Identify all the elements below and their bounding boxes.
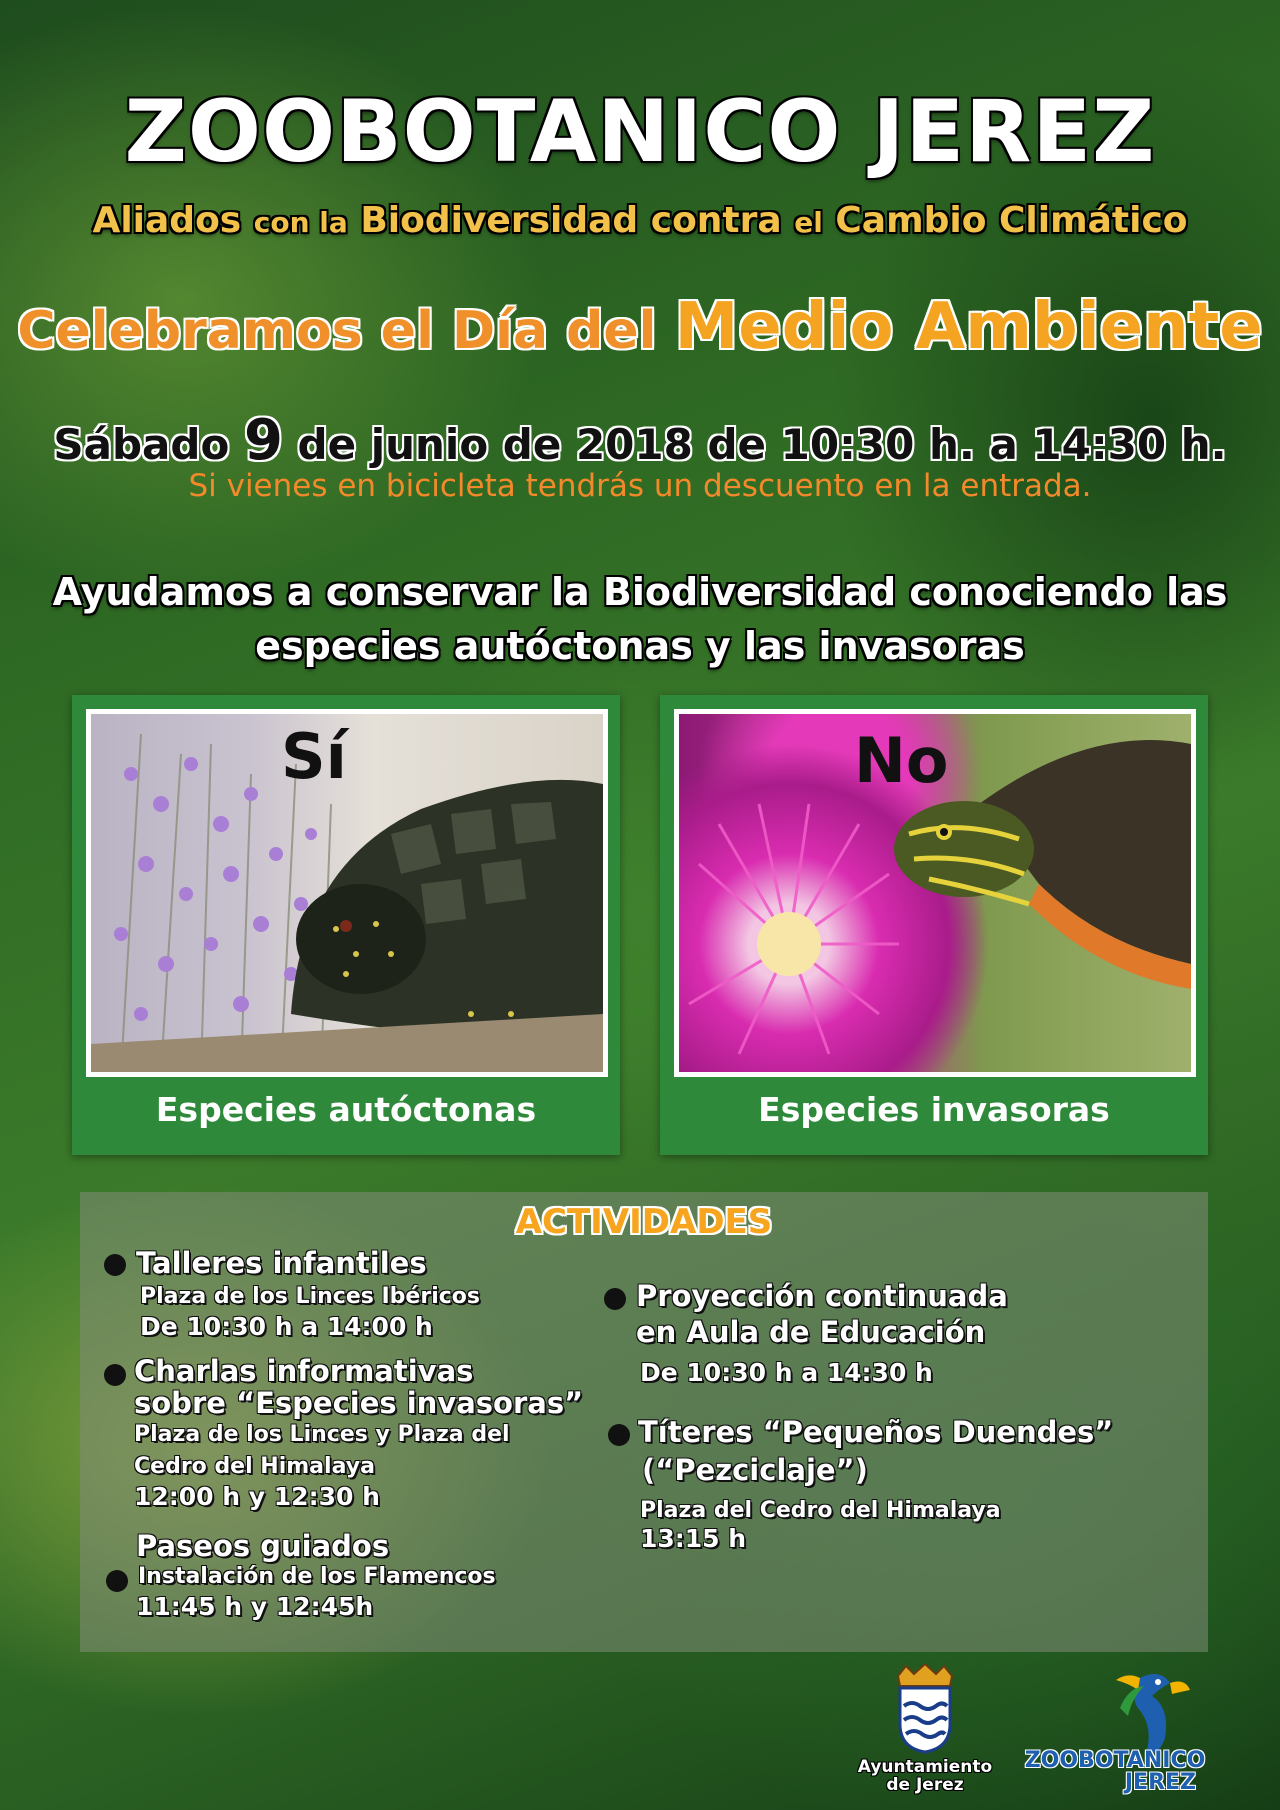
titeres-place: Plaza del Cedro del Himalaya [640, 1498, 1001, 1523]
subtitle-word: con la [253, 206, 348, 239]
event-date [0, 408, 1280, 473]
talleres-place: Plaza de los Linces Ibéricos [140, 1284, 480, 1309]
celebrate-part: Celebramos el Día del [17, 301, 657, 361]
subtitle-word: Biodiversidad contra [360, 200, 782, 241]
subtitle-word: Cambio Climático [835, 200, 1188, 241]
invasive-turtle-photo [674, 709, 1196, 1077]
conserve-line: Ayudamos a conservar la Biodiversidad conociendo las [52, 570, 1228, 614]
native-species-caption: Especies autóctonas [155, 1090, 537, 1129]
subtitle-word: el [794, 206, 823, 239]
invasive-species-card [660, 695, 1208, 1155]
celebrate-highlight: Medio Ambiente [674, 290, 1263, 364]
bullet-icon [608, 1424, 630, 1446]
charlas-place: Plaza de los Linces y Plaza del [134, 1422, 510, 1447]
activities-title: ACTIVIDADES [515, 1202, 773, 1242]
conserve-line: especies autóctonas y las invasoras [255, 624, 1025, 668]
native-species-card [72, 695, 620, 1155]
zoo-logo-city: JEREZ [1124, 1770, 1196, 1795]
native-turtle-illustration [91, 714, 603, 1072]
charlas-heading: Charlas informativas [134, 1354, 474, 1388]
bullet-icon [106, 1570, 128, 1592]
ayuntamiento-logo [850, 1664, 1000, 1804]
bullet-icon [104, 1254, 126, 1276]
date-weekday: Sábado [53, 420, 230, 469]
conserve-message [40, 565, 1240, 673]
charlas-time: 12:00 h y 12:30 h [134, 1482, 380, 1511]
bullet-icon [604, 1288, 626, 1310]
proyeccion-heading: en Aula de Educación [636, 1315, 986, 1349]
invasive-species-caption: Especies invasoras [758, 1090, 1110, 1129]
talleres-heading: Talleres infantiles [136, 1246, 427, 1280]
bike-discount-note: Si vienes en bicicleta tendrás un descuento en la entrada. [188, 468, 1092, 504]
date-day: 9 [243, 408, 283, 473]
subtitle-word: Aliados [92, 200, 242, 241]
titeres-time: 13:15 h [640, 1524, 747, 1553]
activities-panel [80, 1192, 1208, 1652]
titeres-heading: (“Pezciclaje”) [642, 1453, 868, 1487]
charlas-heading: sobre “Especies invasoras” [134, 1386, 584, 1420]
poster-title: ZOOBOTANICO JEREZ [124, 82, 1156, 182]
jerez-crest-icon [850, 1664, 1000, 1754]
bullet-icon [104, 1364, 126, 1386]
paseos-time: 11:45 h y 12:45h [136, 1592, 374, 1621]
titeres-heading: Títeres “Pequeños Duendes” [638, 1415, 1114, 1449]
paseos-heading: Paseos guiados [136, 1529, 390, 1563]
ayuntamiento-name: Ayuntamiento [857, 1757, 993, 1777]
charlas-place: Cedro del Himalaya [134, 1454, 375, 1479]
date-rest: de junio de 2018 de 10:30 h. a 14:30 h. [297, 420, 1227, 469]
native-turtle-photo [86, 709, 608, 1077]
talleres-time: De 10:30 h a 14:00 h [140, 1312, 433, 1341]
poster-subtitle [0, 200, 1280, 241]
proyeccion-time: De 10:30 h a 14:30 h [640, 1358, 933, 1387]
zoo-logo-name: ZOOBOTANICO [1024, 1748, 1206, 1773]
ayuntamiento-city: de Jerez [886, 1775, 964, 1795]
paseos-place: Instalación de los Flamencos [138, 1564, 496, 1589]
zoobotanico-logo [1020, 1668, 1210, 1808]
proyeccion-heading: Proyección continuada [636, 1279, 1008, 1313]
celebrate-heading [0, 290, 1280, 364]
si-label: Sí [281, 720, 347, 793]
no-label: No [854, 724, 949, 797]
bird-logo-icon [1020, 1668, 1210, 1758]
